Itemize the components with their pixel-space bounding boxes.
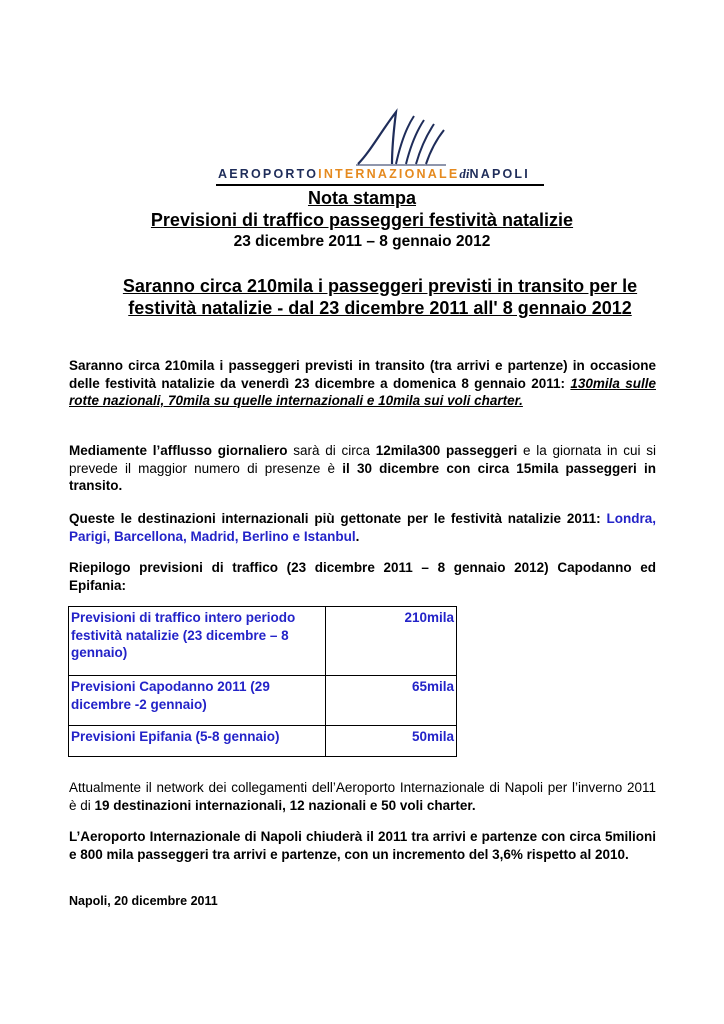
table-cell-value: 65mila <box>326 676 457 726</box>
headline: Saranno circa 210mila i passeggeri previsti in transito per le festività natalizie - dal 23 dicembre 2011 all' 8 gennaio 2012 <box>122 276 638 318</box>
dateline: Napoli, 20 dicembre 2011 <box>69 894 218 908</box>
logo-wordmark <box>218 166 544 182</box>
paragraph-total-passengers <box>69 357 656 410</box>
page-title: Nota stampa <box>307 188 417 208</box>
p1-route-breakdown: 130mila sulle rotte nazionali, 70mila su quelle internazionali e 10mila sui voli charter. <box>69 375 657 408</box>
logo-word-napoli: NAPOLI <box>469 167 530 181</box>
logo-divider <box>216 184 544 186</box>
paragraph-daily-flow <box>69 442 656 495</box>
paragraph-destinations <box>69 510 656 545</box>
table-cell-value: 50mila <box>326 726 457 757</box>
table-cell-label: Previsioni di traffico intero periodo festività natalizie (23 dicembre – 8 gennaio) <box>69 607 326 676</box>
p2-bold-peak: il 30 dicembre con circa 15mila passeggeri in transito. <box>69 460 656 493</box>
airport-logo <box>216 100 544 186</box>
p1-separator: : <box>560 375 571 391</box>
p2-bold-count: 12mila300 passeggeri <box>375 443 518 458</box>
p3-intro: Queste le destinazioni internazionali più gettonate per le festività natalizie 2011: <box>69 511 607 526</box>
paragraph-annual-total: L’Aeroporto Internazionale di Napoli chiuderà il 2011 tra arrivi e partenze con circa 5milioni e 800 mila passeggeri tra arrivi e partenze, con un incremento del 3,6% rispetto al 2010. <box>69 829 656 862</box>
p2-bold-intro: Mediamente l’afflusso giornaliero <box>69 443 288 458</box>
table-cell-value: 210mila <box>326 607 457 676</box>
p1-main-text: Saranno circa 210mila i passeggeri previsti in transito (tra arrivi e partenze) in occasione delle festività natalizie da venerdì 23 dicembre a domenica 8 gennaio 2011 <box>69 358 656 391</box>
p3-destination-list: Londra, Parigi, Barcellona, Madrid, Berlino e Istanbul <box>69 511 656 544</box>
logo-word-internazionale: INTERNAZIONALE <box>318 167 460 181</box>
p2-text-2: e la giornata in cui si prevede il maggior numero di presenze è <box>69 443 657 476</box>
p5-bold-counts: 19 destinazioni internazionali, 12 nazionali e 50 voli charter. <box>94 797 476 813</box>
table-cell-label: Previsioni Epifania (5-8 gennaio) <box>69 726 326 757</box>
p2-text-1: sarà di circa <box>287 443 376 458</box>
table-cell-label: Previsioni Capodanno 2011 (29 dicembre -2 gennaio) <box>69 676 326 726</box>
paragraph-summary-intro: Riepilogo previsioni di traffico (23 dicembre 2011 – 8 gennaio 2012) Capodanno ed Epifania: <box>69 560 656 593</box>
table-row <box>69 676 457 726</box>
logo-word-aeroporto: AEROPORTO <box>218 167 319 181</box>
paragraph-network <box>69 779 656 814</box>
p3-end: . <box>355 528 360 544</box>
period-dates: 23 dicembre 2011 – 8 gennaio 2012 <box>233 233 491 250</box>
page-subtitle: Previsioni di traffico passeggeri festività natalizie <box>150 210 574 230</box>
table-row <box>69 726 457 757</box>
logo-word-di: di <box>459 166 470 181</box>
sail-logo-icon <box>356 108 466 166</box>
p5-text: Attualmente il network dei collegamenti dell’Aeroporto Internazionale di Napoli per l’inverno 2011 è di <box>69 780 656 813</box>
table-row <box>69 607 457 676</box>
traffic-forecast-table <box>68 606 457 757</box>
